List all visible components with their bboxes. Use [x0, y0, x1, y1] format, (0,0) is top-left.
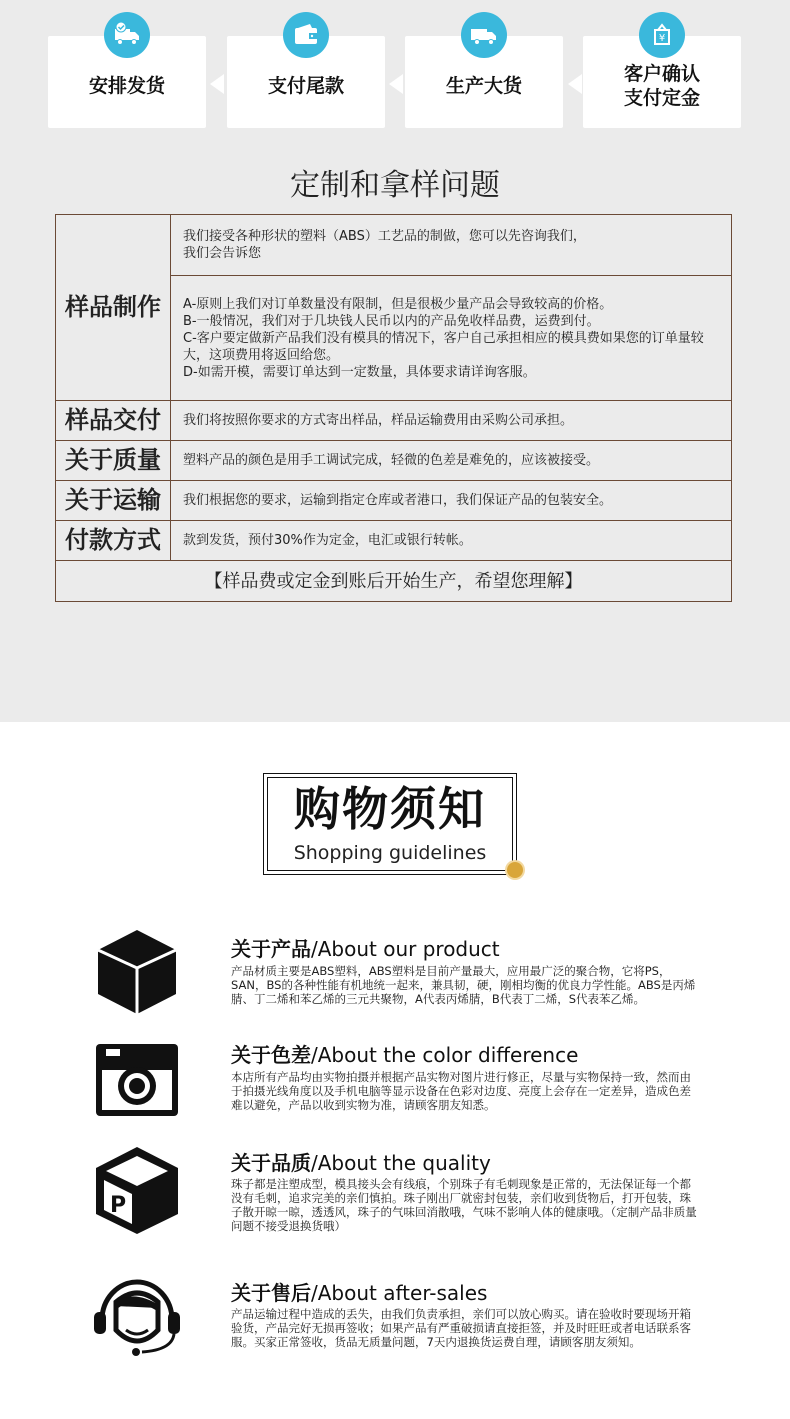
- step-label: 安排发货: [88, 75, 165, 97]
- guidelines-subtitle: Shopping guidelines: [293, 842, 487, 864]
- row-header: 付款方式: [56, 521, 171, 561]
- step-final-payment: [227, 36, 385, 128]
- item-title: 关于产品/About our product: [231, 937, 500, 961]
- step-arrow: [568, 74, 582, 94]
- delivery-truck-icon: [461, 12, 507, 58]
- package-p-icon: [92, 1144, 182, 1234]
- item-title: 关于售后/About after-sales: [231, 1281, 488, 1305]
- row-text: 款到发货，预付30%作为定金，电汇或银行转帐。: [171, 521, 732, 561]
- row-text: 塑料产品的颜色是用手工调试完成，轻微的色差是难免的，应该被接受。: [171, 441, 732, 481]
- item-title: 关于品质/About the quality: [231, 1151, 491, 1175]
- row-text: 我们将按照你要求的方式寄出样品，样品运输费用由采购公司承担。: [171, 401, 732, 441]
- item-text: 产品材质主要是ABS塑料，ABS塑料是目前产量最大，应用最广泛的聚合物，它将PS，SAN，BS的各种性能有机地统一起来，兼具韧，硬，刚相均衡的优良力学性能。ABS是丙烯腈、丁二烯和苯乙烯的三元共聚物，A代表丙烯腈，B代表丁二烯，S代表苯乙烯。: [231, 964, 696, 1006]
- step-label: 生产大货: [445, 75, 522, 97]
- svg-text:¥: ¥: [658, 33, 666, 44]
- guidelines-title: 购物须知: [294, 782, 486, 836]
- step-arrow: [210, 74, 224, 94]
- item-text: 本店所有产品均由实物拍摄并根据产品实物对图片进行修正，尽量与实物保持一致，然而由于拍摄光线角度以及手机电脑等显示设备在色彩对边度、亮度上会存在一定差异，造成色差难以避免，产品以收到实物为准，请顾客朋友知悉。: [231, 1070, 691, 1112]
- camera-icon: [92, 1036, 182, 1126]
- row-header: 关于运输: [56, 481, 171, 521]
- table-row: [56, 561, 732, 602]
- cube-icon: [92, 928, 182, 1018]
- item-title: 关于色差/About the color difference: [231, 1043, 579, 1067]
- table-row: [56, 481, 732, 521]
- svg-text:P: P: [109, 1193, 127, 1218]
- step-production: [405, 36, 563, 128]
- yuan-bag-icon: [639, 12, 685, 58]
- gold-dot-ornament: [507, 862, 523, 878]
- table-row: [56, 215, 732, 276]
- row-header: 关于质量: [56, 441, 171, 481]
- row-text: A-原则上我们对订单数量没有限制，但是很极少量产品会导致较高的价格。 B-一般情况，我们对于几块钱人民币以内的产品免收样品费，运费到付。 C-客户要定做新产品我们没有模具的情况下，客户自己承担相应的模具费如果您的订单量较大，这项费用将返回给您。 D-如需开模，需要订单达到一定数量，具体要求请详询客服。: [171, 276, 732, 401]
- faq-table: [55, 214, 732, 602]
- step-ship: [48, 36, 206, 128]
- wallet-icon: [283, 12, 329, 58]
- row-header: 样品制作: [56, 215, 171, 401]
- item-text: 珠子都是注塑成型，模具接头会有线痕，个别珠子有毛刺现象是正常的，无法保证每一个都没有毛刺，追求完美的亲们慎拍。珠子刚出厂就密封包装，亲们收到货物后，打开包装，珠子散开晾一晾，透透风，珠子的气味回消散哦，气味不影响人体的健康哦。（定制产品非质量问题不接受退换货哦）: [231, 1177, 697, 1233]
- row-text: 我们根据您的要求，运输到指定仓库或者港口，我们保证产品的包装安全。: [171, 481, 732, 521]
- item-text: 产品运输过程中造成的丢失，由我们负责承担，亲们可以放心购买。请在验收时要现场开箱验货，产品完好无损再签收；如果产品有严重破损请直接拒签，并及时旺旺或者电话联系客服。买家正常签收，货品无质量问题，7天内退换货运费自理，请顾客朋友须知。: [231, 1307, 691, 1349]
- step-label: 支付尾款: [267, 75, 344, 97]
- table-row: [56, 401, 732, 441]
- step-confirm-deposit: [583, 33, 741, 128]
- table-footer-note: 【样品费或定金到账后开始生产，希望您理解】: [56, 561, 732, 602]
- table-row: [56, 521, 732, 561]
- truck-check-icon: [104, 12, 150, 58]
- step-label: 客户确认 支付定金: [623, 63, 700, 109]
- faq-title: 定制和拿样问题: [290, 168, 500, 203]
- headset-agent-icon: [92, 1272, 182, 1362]
- step-arrow: [389, 74, 403, 94]
- table-row: [56, 441, 732, 481]
- row-header: 样品交付: [56, 401, 171, 441]
- row-text: 我们接受各种形状的塑料（ABS）工艺品的制做，您可以先咨询我们， 我们会告诉您: [171, 215, 732, 276]
